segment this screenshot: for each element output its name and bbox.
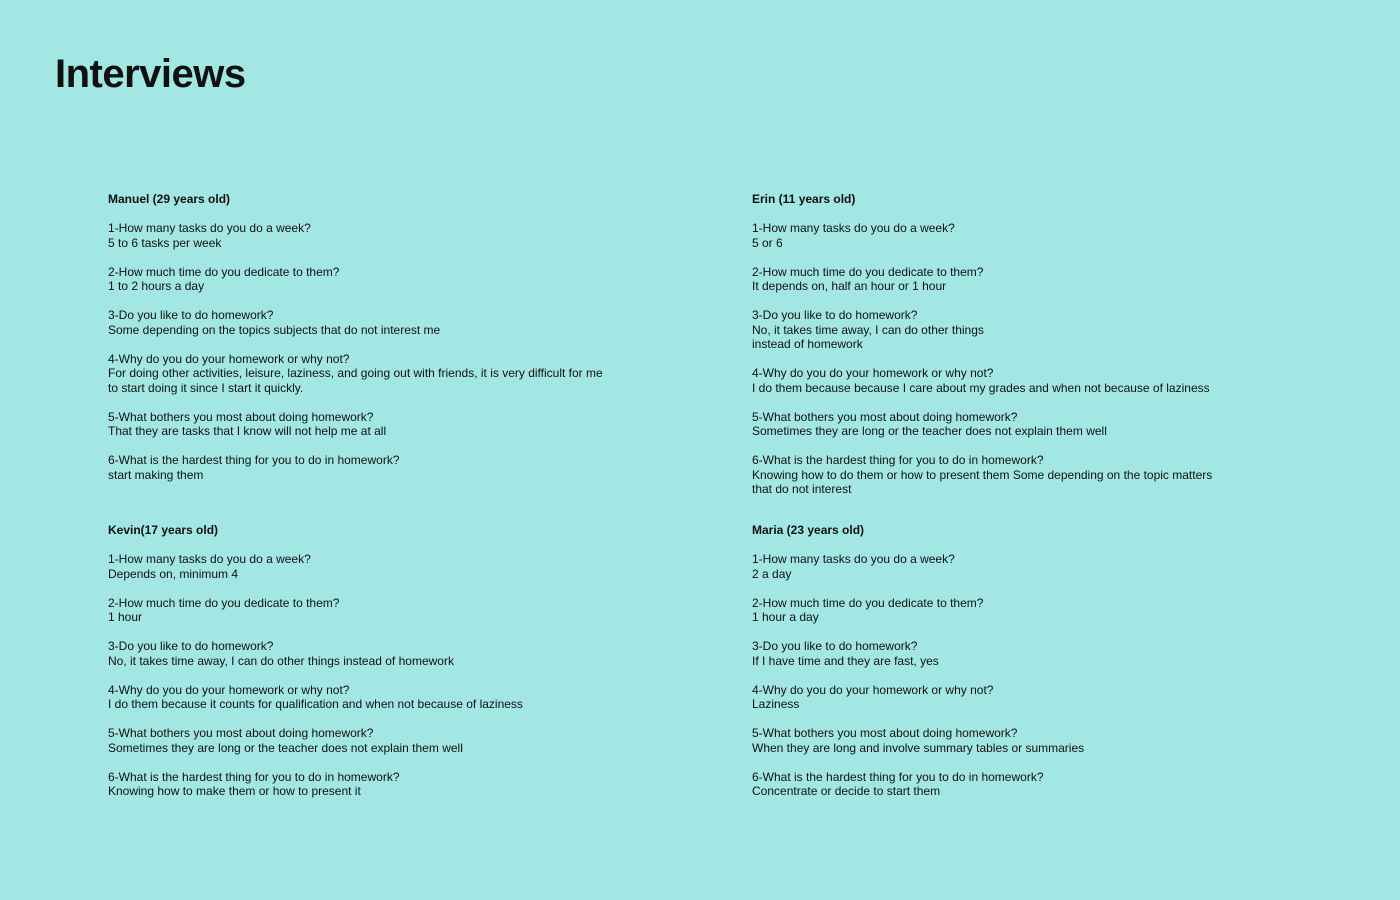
question-text: 2-How much time do you dedicate to them?	[752, 595, 984, 610]
answer-text	[752, 610, 1352, 625]
answer-line: I do them because it counts for qualification and when not because of laziness	[108, 697, 523, 711]
question-text: 3-Do you like to do homework?	[108, 639, 274, 653]
answer-line: No, it takes time away, I can do other things instead of homework	[108, 653, 454, 668]
question-text: 1-How many tasks do you do a week?	[108, 552, 311, 566]
answer-text	[752, 279, 1352, 294]
answer-text	[108, 366, 668, 395]
answer-line: Laziness	[752, 697, 800, 711]
question-answer	[752, 596, 1352, 625]
answer-text	[752, 236, 1352, 251]
question-text: 1-How many tasks do you do a week?	[108, 221, 311, 235]
interview-kevin	[108, 523, 668, 813]
question-answer	[752, 683, 1352, 712]
question-answer	[108, 221, 668, 250]
question-text: 4-Why do you do your homework or why not?	[108, 682, 350, 697]
question-answer	[108, 410, 668, 439]
answer-line: instead of homework	[752, 337, 863, 351]
question-answer	[108, 552, 668, 581]
answer-text	[108, 567, 668, 582]
question-text: 1-How many tasks do you do a week?	[752, 552, 955, 566]
answer-text	[752, 424, 1352, 439]
interview-erin	[752, 192, 1352, 511]
question-text: 2-How much time do you dedicate to them?	[752, 264, 984, 279]
answer-line: Depends on, minimum 4	[108, 566, 239, 581]
answer-text	[752, 741, 1352, 756]
question-text: 6-What is the hardest thing for you to do in homework?	[752, 453, 1044, 467]
answer-line: No, it takes time away, I can do other things	[752, 322, 984, 337]
answer-line: 1 hour	[108, 610, 143, 624]
question-answer	[108, 726, 668, 755]
question-answer	[752, 366, 1352, 395]
question-text: 1-How many tasks do you do a week?	[752, 221, 955, 235]
answer-text	[752, 697, 1352, 712]
question-answer	[108, 683, 668, 712]
answer-text	[108, 424, 668, 439]
question-answer	[752, 265, 1352, 294]
question-answer	[108, 453, 668, 482]
answer-line: For doing other activities, leisure, laziness, and going out with friends, it is very difficult for me	[108, 366, 603, 380]
answer-text	[108, 741, 668, 756]
question-answer	[752, 552, 1352, 581]
answer-line: 1 hour a day	[752, 610, 819, 624]
question-text: 4-Why do you do your homework or why not?	[752, 366, 994, 380]
question-text: 6-What is the hardest thing for you to do in homework?	[108, 769, 400, 784]
question-text: 5-What bothers you most about doing homework?	[108, 409, 374, 424]
question-text: 3-Do you like to do homework?	[752, 639, 918, 653]
interview-maria	[752, 523, 1352, 813]
answer-line: 1 to 2 hours a day	[108, 279, 205, 293]
question-text: 6-What is the hardest thing for you to do in homework?	[108, 453, 400, 467]
answer-text	[752, 468, 1352, 497]
answer-line: It depends on, half an hour or 1 hour	[752, 279, 947, 293]
question-text: 5-What bothers you most about doing homework?	[108, 726, 374, 740]
question-text: 3-Do you like to do homework?	[108, 308, 274, 322]
answer-line: Knowing how to do them or how to present them Some depending on the topic matters	[752, 467, 1213, 482]
answer-text	[108, 468, 668, 483]
question-answer	[108, 265, 668, 294]
interviewee-name: Kevin(17 years old)	[108, 523, 219, 537]
interviewee-name: Erin (11 years old)	[752, 192, 856, 206]
question-text: 4-Why do you do your homework or why not?	[752, 682, 994, 697]
question-answer	[752, 726, 1352, 755]
answer-line: to start doing it since I start it quickly.	[108, 380, 304, 395]
question-answer	[108, 308, 668, 337]
answer-text	[108, 654, 668, 669]
answer-text	[752, 784, 1352, 799]
answer-line: Sometimes they are long or the teacher does not explain them well	[108, 740, 463, 755]
question-answer	[752, 410, 1352, 439]
answer-text	[752, 654, 1352, 669]
answer-line: start making them	[108, 467, 204, 482]
answer-line: Sometimes they are long or the teacher does not explain them well	[752, 424, 1107, 438]
question-answer	[752, 639, 1352, 668]
answer-text	[108, 697, 668, 712]
question-text: 3-Do you like to do homework?	[752, 308, 918, 322]
answer-line: I do them because because I care about my grades and when not because of laziness	[752, 380, 1210, 395]
question-answer	[752, 453, 1352, 497]
interviewee-name: Manuel (29 years old)	[108, 192, 231, 206]
answer-line: Knowing how to make them or how to present it	[108, 784, 361, 798]
answer-line: That they are tasks that I know will not help me at all	[108, 424, 387, 438]
question-text: 2-How much time do you dedicate to them?	[108, 264, 340, 279]
answer-line: 5 to 6 tasks per week	[108, 235, 222, 250]
answer-text	[108, 279, 668, 294]
question-answer	[752, 221, 1352, 250]
answer-text	[752, 567, 1352, 582]
question-answer	[108, 770, 668, 799]
question-answer	[752, 308, 1352, 352]
question-answer	[752, 770, 1352, 799]
interviewee-name: Maria (23 years old)	[752, 523, 865, 537]
answer-text	[108, 784, 668, 799]
answer-line: If I have time and they are fast, yes	[752, 653, 939, 668]
answer-text	[752, 381, 1352, 396]
question-text: 5-What bothers you most about doing homework?	[752, 726, 1018, 740]
answer-line: that do not interest	[752, 482, 852, 496]
question-answer	[108, 639, 668, 668]
question-text: 5-What bothers you most about doing homework?	[752, 409, 1018, 424]
answer-line: Concentrate or decide to start them	[752, 784, 941, 798]
answer-text	[108, 610, 668, 625]
answer-line: 2 a day	[752, 566, 792, 581]
question-answer	[108, 596, 668, 625]
answer-text	[108, 323, 668, 338]
question-text: 4-Why do you do your homework or why not?	[108, 351, 350, 366]
interview-manuel	[108, 192, 668, 497]
answer-line: 5 or 6	[752, 235, 783, 250]
question-text: 6-What is the hardest thing for you to do in homework?	[752, 769, 1044, 784]
answer-line: When they are long and involve summary tables or summaries	[752, 740, 1085, 755]
question-text: 2-How much time do you dedicate to them?	[108, 595, 340, 610]
page-title: Interviews	[55, 52, 246, 96]
answer-text	[752, 323, 1352, 352]
answer-line: Some depending on the topics subjects that do not interest me	[108, 322, 441, 337]
answer-text	[108, 236, 668, 251]
question-answer	[108, 352, 668, 396]
